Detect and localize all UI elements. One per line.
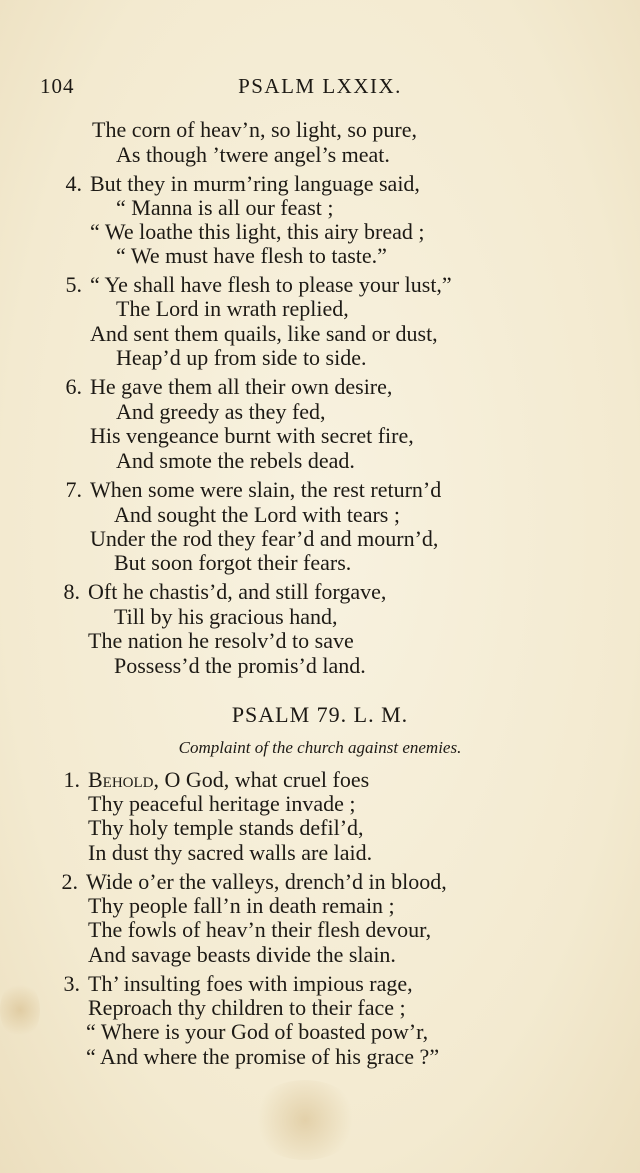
verse-line: 3. Th’ insulting foes with impious rage, <box>63 971 413 996</box>
verse-line: Heap’d up from side to side. <box>116 345 367 370</box>
verse-line: The corn of heav’n, so light, so pure, <box>92 117 418 142</box>
verse-line: The nation he resolv’d to save <box>88 628 354 653</box>
first-word: Behold, <box>88 767 159 792</box>
verse-line: As though ’twere angel’s meat. <box>116 142 390 167</box>
verse-line: And smote the rebels dead. <box>116 448 355 473</box>
verse-number: 5. <box>65 272 82 297</box>
verse-line: 8. Oft he chastis’d, and still forgave, <box>63 579 387 604</box>
verse-line: Thy holy temple stands defil’d, <box>88 815 364 840</box>
verse-line: And greedy as they fed, <box>116 399 326 424</box>
verse-line: Under the rod they fear’d and mourn’d, <box>90 526 439 551</box>
verse-line: 4. But they in murm’ring language said, <box>65 171 420 196</box>
verse-line: And savage beasts divide the slain. <box>88 942 396 967</box>
verse-line: “ And where the promise of his grace ?” <box>86 1044 440 1069</box>
page-header <box>40 74 600 104</box>
verse-number: 4. <box>65 171 82 196</box>
verse-line: 5. “ Ye shall have flesh to please your lust,” <box>65 272 452 297</box>
verse-number: 8. <box>63 579 80 604</box>
page-stain <box>0 980 40 1040</box>
page-stain <box>250 1080 360 1160</box>
verse-line: Possess’d the promis’d land. <box>114 653 366 678</box>
verse-line: Thy people fall’n in death remain ; <box>88 893 395 918</box>
verse-line: And sought the Lord with tears ; <box>114 502 400 527</box>
verse-line: Reproach thy children to their face ; <box>88 995 406 1020</box>
verse-number: 6. <box>65 374 82 399</box>
psalm-subtitle: Complaint of the church against enemies. <box>178 738 462 757</box>
verse-line: 6. He gave them all their own desire, <box>65 374 393 399</box>
verse-line: The Lord in wrath replied, <box>116 296 349 321</box>
verse-line: 1. Behold, O God, what cruel foes <box>63 767 370 792</box>
verse-line: Till by his gracious hand, <box>114 604 338 629</box>
verse-line: The fowls of heav’n their flesh devour, <box>88 917 432 942</box>
verse-line: 7. When some were slain, the rest return’d <box>65 477 442 502</box>
verse-line: And sent them quails, like sand or dust, <box>90 321 438 346</box>
verse-number: 1. <box>63 767 80 792</box>
verse-number: 3. <box>63 971 80 996</box>
verse-line: “ Manna is all our feast ; <box>116 195 334 220</box>
verse-line: His vengeance burnt with secret fire, <box>90 423 414 448</box>
verse-number: 7. <box>65 477 82 502</box>
verse-line: “ We loathe this light, this airy bread ; <box>90 219 425 244</box>
verse-number: 2. <box>61 869 78 894</box>
verse-line: Thy peaceful heritage invade ; <box>88 791 356 816</box>
verse-line: But soon forgot their fears. <box>114 550 352 575</box>
verse-line: “ We must have flesh to taste.” <box>116 243 387 268</box>
verse-line: “ Where is your God of boasted pow’r, <box>86 1019 429 1044</box>
page-number: 104 <box>40 74 75 98</box>
verse-line: 2. Wide o’er the valleys, drench’d in blood, <box>61 869 447 894</box>
running-head: PSALM LXXIX. <box>238 74 402 98</box>
psalm-heading: PSALM 79. L. M. <box>231 702 409 727</box>
verse-line: In dust thy sacred walls are laid. <box>88 840 373 865</box>
